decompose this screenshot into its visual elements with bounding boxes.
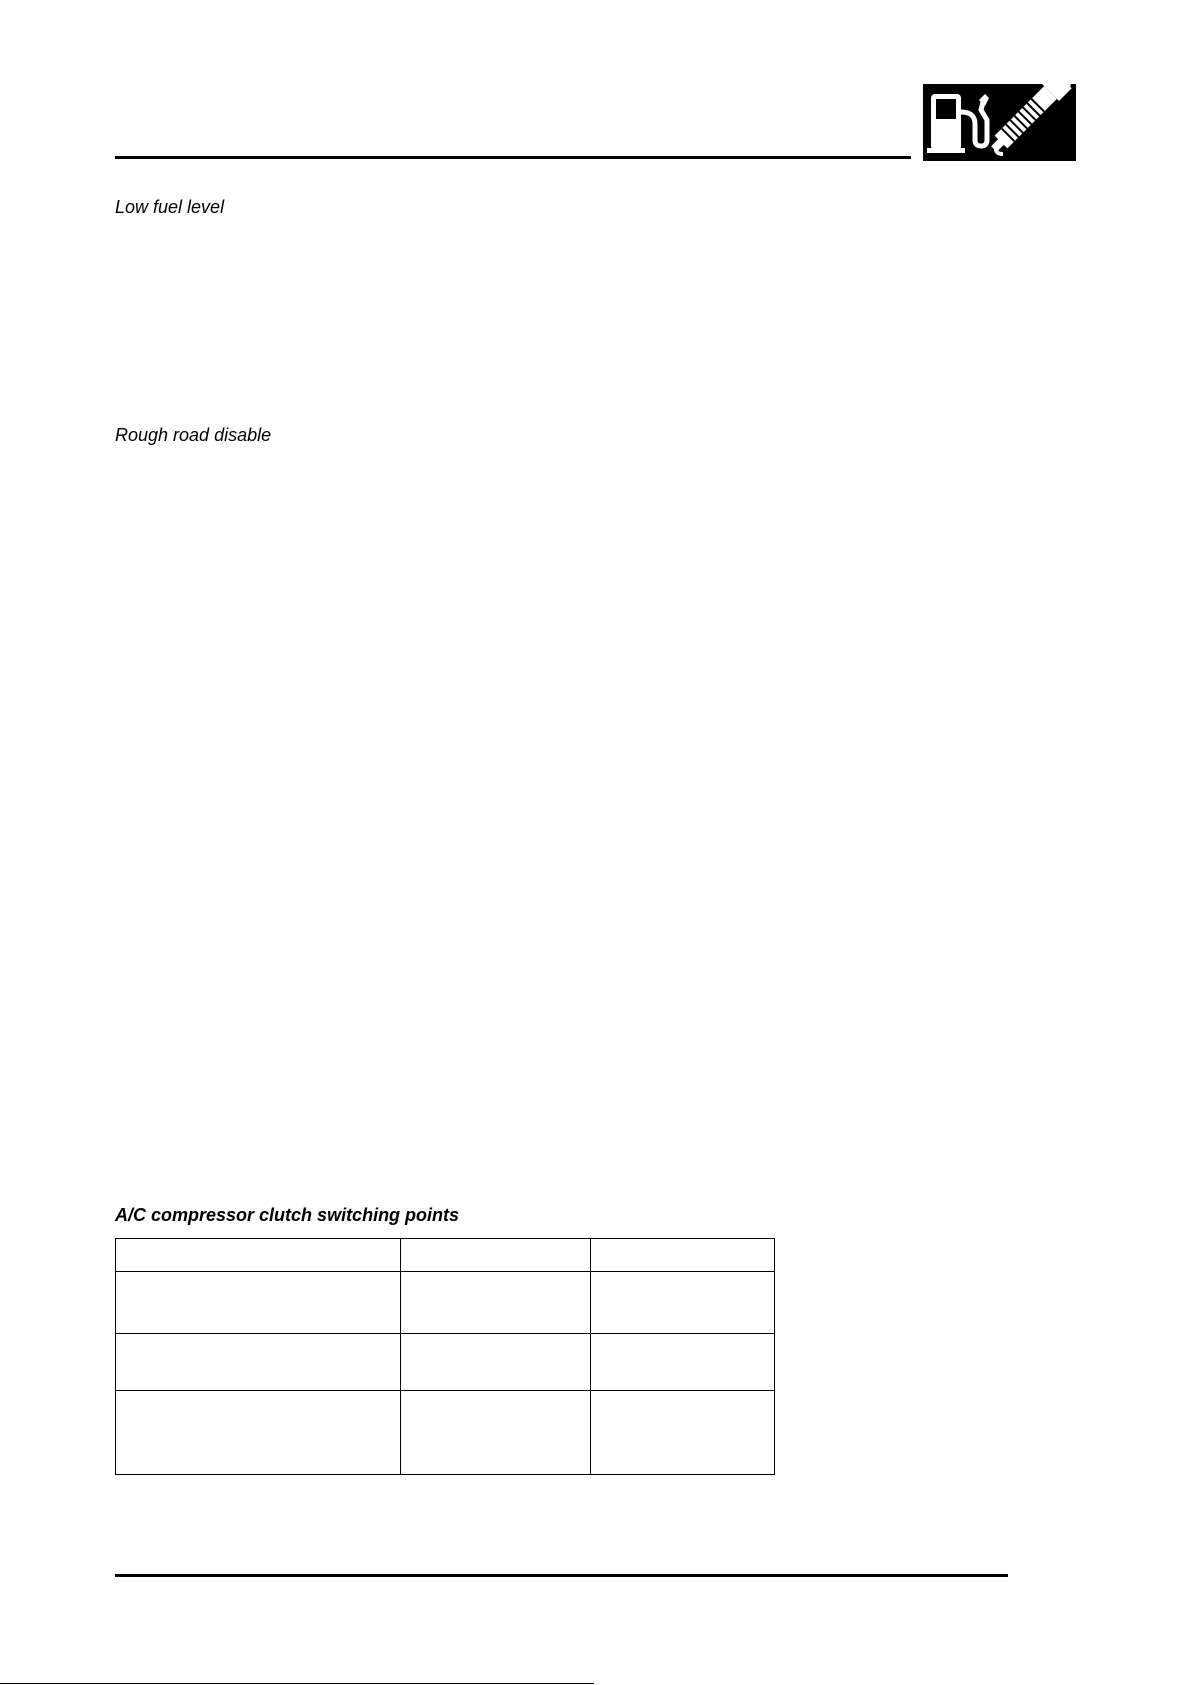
section-heading-low-fuel-level: Low fuel level [115,197,225,217]
footer-rule [115,1574,1008,1577]
section-heading-rough-road-disable: Rough road disable [115,425,272,445]
header-rule [115,156,911,159]
table-cell [116,1391,401,1475]
table-cell [591,1391,775,1475]
table-cell [401,1391,591,1475]
table-row [116,1272,775,1334]
table-cell [116,1334,401,1391]
table-header-cell [116,1239,401,1272]
table-cell [591,1334,775,1391]
table-header-cell [401,1239,591,1272]
table-header-cell [591,1239,775,1272]
bottom-rule [0,1683,594,1684]
table-cell [401,1334,591,1391]
table-row [116,1391,775,1475]
ac-compressor-switching-table [115,1238,775,1475]
fuel-pump-and-injector-icon [923,84,1076,161]
table-cell [116,1272,401,1334]
table-row [116,1334,775,1391]
table-cell [591,1272,775,1334]
ac-table-caption: A/C compressor clutch switching points [115,1205,460,1225]
table-header-row [116,1239,775,1272]
table-cell [401,1272,591,1334]
